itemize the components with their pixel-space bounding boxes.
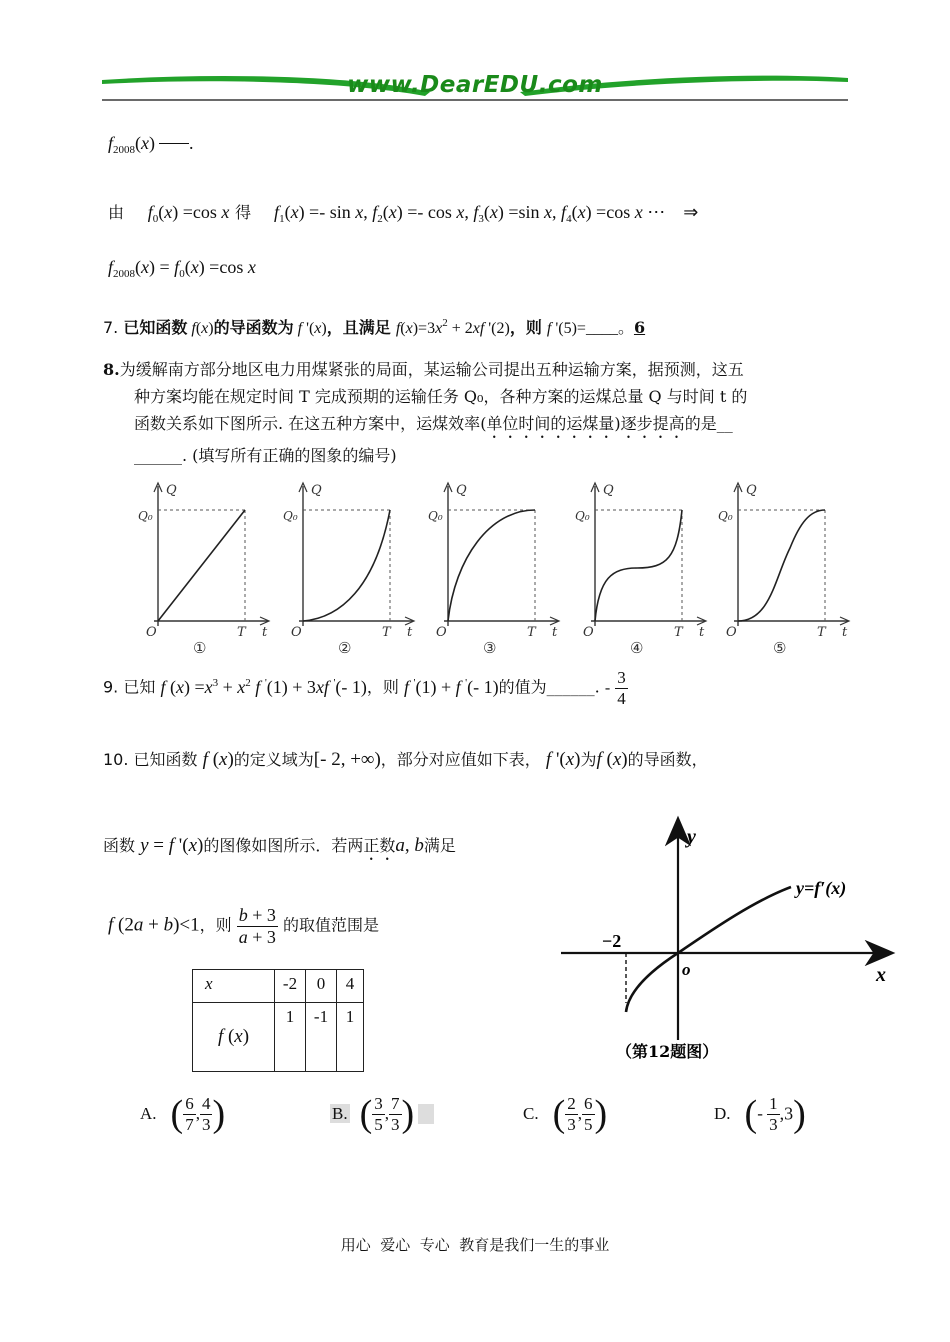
y-axis-label: Q xyxy=(311,483,322,498)
t-label: t xyxy=(407,625,413,640)
t-label: t xyxy=(842,625,848,640)
question-9: 9. 已知 f $(x) =x^3 + x^2$ f '(1) + 3xf '(- 1)，则 f '(1) + f '(- 1)的值为______. - $\frac{3}{4}$ xyxy=(103,668,626,708)
graph-caption: （第12题图） xyxy=(616,1042,719,1061)
transport-curve xyxy=(595,510,682,621)
option-d[interactable]: D. (- $\frac{1}{3}$ ,3) xyxy=(714,1093,806,1135)
q7-number: 7. xyxy=(103,318,119,337)
line-derivation: 由 $f_0(x) =\cos$ x 得 $f_1(x) =- \sin x$, $f_2(x) =- \cos x$, $f_3(x) =\sin$ x, $f_4(x) =\cos$ x ⋯ ⇒ xyxy=(108,202,699,225)
q9-number: 9. xyxy=(103,677,119,697)
origin-label: O xyxy=(583,625,594,640)
graph-number: ③ xyxy=(483,639,497,657)
q10-number: 10. xyxy=(103,750,129,769)
question-8: 8.为缓解南方部分地区电力用煤紧张的局面，某运输公司提出五种运输方案，据预测，这五 种方案均能在规定时间 T 完成预期的运输任务 Q₀，各种方案的运煤总量 Q 与时间 t 的 函数关系如下图所示. 在这五种方案中，运煤效率(单位时间的运煤量)逐步提高的是__ ______. (填写所有正确的图象的编号) xyxy=(103,360,748,465)
line-result: $f_{2008}(x) = f_0(x) =\cos$ x xyxy=(108,257,256,280)
graph-number: ② xyxy=(338,639,352,657)
option-a[interactable]: A. ( $\frac{6}{7}$ , $\frac{4}{3}$ ) xyxy=(140,1093,226,1135)
derivative-curve xyxy=(626,887,791,1012)
table-cell: 0 xyxy=(306,970,337,1003)
question-10: 10. 已知函数 f (x)的定义域为[- 2, +∞)，部分对应值如下表， f '(x)为f (x)的导函数， xyxy=(103,749,708,770)
option-b[interactable]: B. ( $\frac{3}{5}$ , $\frac{7}{3}$ ) xyxy=(330,1092,434,1136)
q8-graph-2 xyxy=(283,483,414,657)
q10-derivative-graph xyxy=(556,815,901,1065)
x-axis-label: x xyxy=(876,964,886,986)
t-label: t xyxy=(262,625,268,640)
option-c[interactable]: C. ( $\frac{2}{3}$ , $\frac{6}{5}$ ) xyxy=(523,1093,608,1135)
table-cell: x xyxy=(193,970,275,1003)
T-label: T xyxy=(382,625,391,640)
transport-curve xyxy=(158,510,245,621)
T-label: T xyxy=(237,625,246,640)
origin-label: O xyxy=(146,625,157,640)
q8-graph-5 xyxy=(718,483,849,657)
q0-label: Q₀ xyxy=(283,509,298,523)
site-logo-text: www.DearEDU.com xyxy=(347,72,603,98)
T-label: T xyxy=(817,625,826,640)
q10-value-table xyxy=(192,969,364,1072)
y-axis-label: Q xyxy=(603,483,614,498)
q8-graph-3 xyxy=(428,483,559,657)
graph-number: ⑤ xyxy=(773,639,787,657)
table-cell: -1 xyxy=(306,1003,337,1072)
derivation-prefix: 由 xyxy=(108,203,125,222)
table-cell: 4 xyxy=(337,970,364,1003)
origin-label: o xyxy=(682,960,691,979)
q8-number: 8. xyxy=(103,360,120,379)
q10-graph-svg xyxy=(556,815,901,1065)
table-row xyxy=(193,1003,364,1072)
graph-number: ① xyxy=(193,639,207,657)
table-cell: 1 xyxy=(337,1003,364,1072)
T-label: T xyxy=(674,625,683,640)
origin-label: O xyxy=(291,625,302,640)
curve-label: y=f′(x) xyxy=(796,878,847,898)
q10-line2: 函数 y = f '(x)的图像如图所示．若两正数a, b满足 xyxy=(103,835,456,856)
graph-number: ④ xyxy=(630,639,644,657)
t-label: t xyxy=(699,625,705,640)
t-label: t xyxy=(552,625,558,640)
q7-answer: 6 xyxy=(633,318,646,337)
q10-options xyxy=(140,1092,860,1152)
q8-graph-1 xyxy=(138,483,269,657)
question-7: 7. 已知函数 f(x)的导函数为 f '(x)，且满足 $f(x)=3x^2 + 2xf$ '(2)，则 f '(5)=____。6 xyxy=(103,317,646,337)
q0-label: Q₀ xyxy=(575,509,590,523)
transport-curve xyxy=(303,510,390,621)
q0-label: Q₀ xyxy=(718,509,733,523)
y-axis-label: Q xyxy=(456,483,467,498)
T-label: T xyxy=(527,625,536,640)
y-axis-label: Q xyxy=(746,483,757,498)
table-cell: 1 xyxy=(275,1003,306,1072)
origin-label: O xyxy=(436,625,447,640)
transport-curve xyxy=(448,510,535,621)
y-axis-label: Q xyxy=(166,483,177,498)
origin-label: O xyxy=(726,625,737,640)
header-banner xyxy=(100,70,850,104)
q10-line3: f (2a + b)<1，则 $\frac{b + 3}{a + 3}$ 的取值范围是 xyxy=(108,905,379,947)
q0-label: Q₀ xyxy=(138,509,153,523)
footer-text: 用心 爱心 专心 教育是我们一生的事业 xyxy=(340,1236,610,1254)
q8-graphs xyxy=(130,478,870,658)
q8-graph-4 xyxy=(575,483,706,657)
line-f2008: $f_{2008}(x)$ . xyxy=(108,133,194,156)
transport-curve xyxy=(738,510,825,621)
neg2-label: −2 xyxy=(602,931,622,951)
table-cell: f (x) xyxy=(193,1003,275,1072)
table-row xyxy=(193,970,364,1003)
q8-graphs-svg xyxy=(130,478,870,658)
y-axis-label: y xyxy=(687,826,696,848)
table-cell: -2 xyxy=(275,970,306,1003)
q0-label: Q₀ xyxy=(428,509,443,523)
